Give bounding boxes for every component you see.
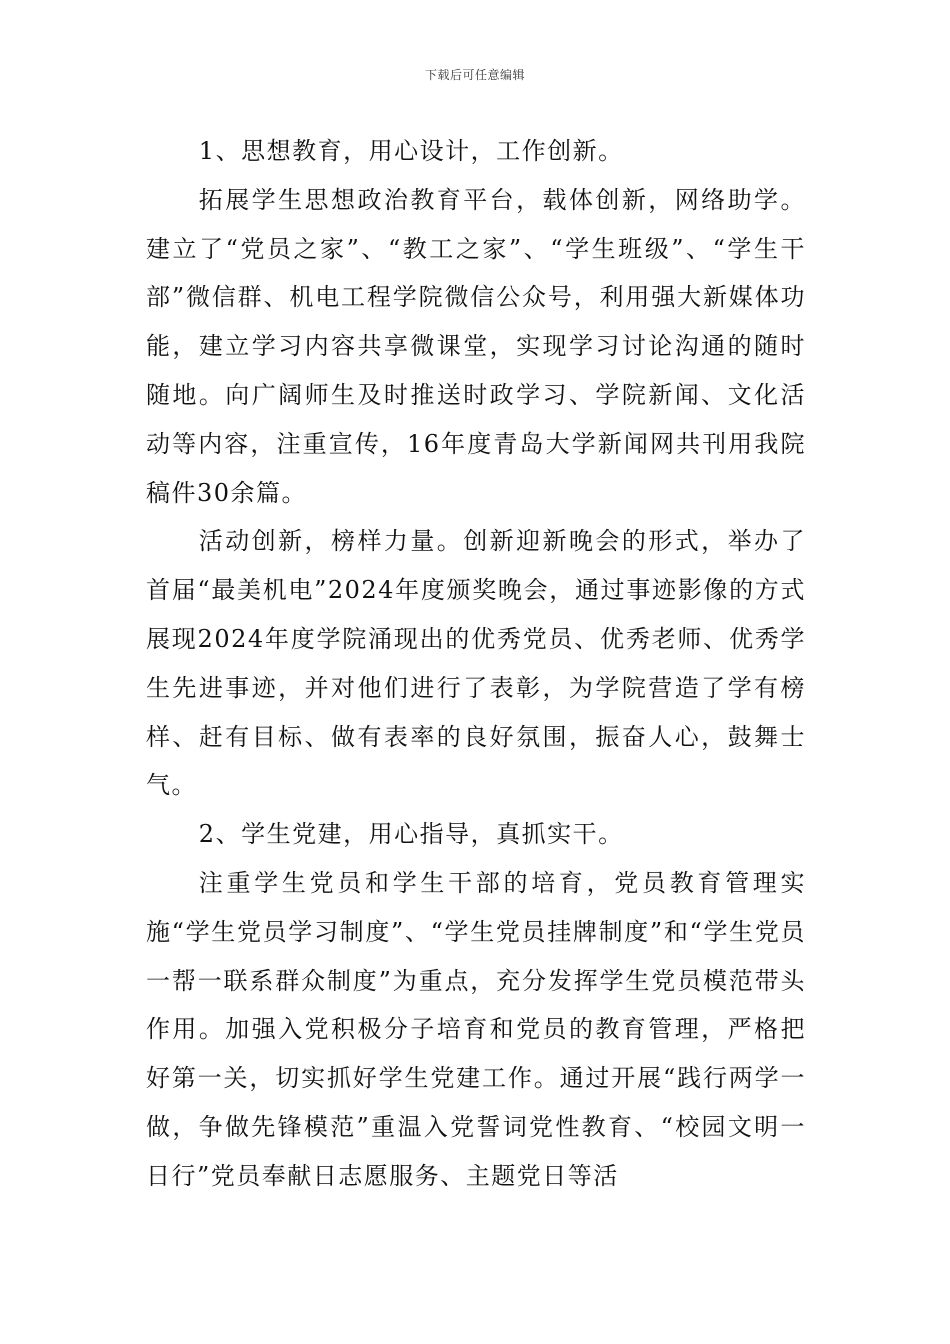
body-paragraph: 拓展学生思想政治教育平台，载体创新，网络助学。建立了“党员之家”、“教工之家”、“学生班级”、“学生干部”微信群、机电工程学院微信公众号，利用强大新媒体功能，建立学习内容共享微课堂，实现学习讨论沟通的随时随地。向广阔师生及时推送时政学习、学院新闻、文化活动等内容，注重宣传，16年度青岛大学新闻网共刊用我院稿件30余篇。 bbox=[146, 185, 806, 507]
body-paragraph: 注重学生党员和学生干部的培育，党员教育管理实施“学生党员学习制度”、“学生党员挂牌制度”和“学生党员一帮一联系群众制度”为重点，充分发挥学生党员模范带头作用。加强入党积极分子培育和党员的教育管理，严格把好第一关，切实抓好学生党建工作。通过开展“践行两学一做，争做先锋模范”重温入党誓词党性教育、“校园文明一日行”党员奉献日志愿服务、主题党日等活 bbox=[146, 868, 806, 1190]
section-heading-1: 1、思想教育，用心设计，工作创新。 bbox=[198, 137, 624, 165]
page-header: 下载后可任意编辑 bbox=[424, 68, 525, 82]
document-body bbox=[146, 127, 806, 1201]
body-paragraph: 活动创新，榜样力量。创新迎新晚会的形式，举办了首届“最美机电”2024年度颁奖晚会，通过事迹影像的方式展现2024年度学院涌现出的优秀党员、优秀老师、优秀学生先进事迹，并对他们进行了表彰，为学院营造了学有榜样、赶有目标、做有表率的良好氛围，振奋人心，鼓舞士气。 bbox=[146, 527, 806, 800]
section-heading-2: 2、学生党建，用心指导，真抓实干。 bbox=[198, 820, 624, 849]
